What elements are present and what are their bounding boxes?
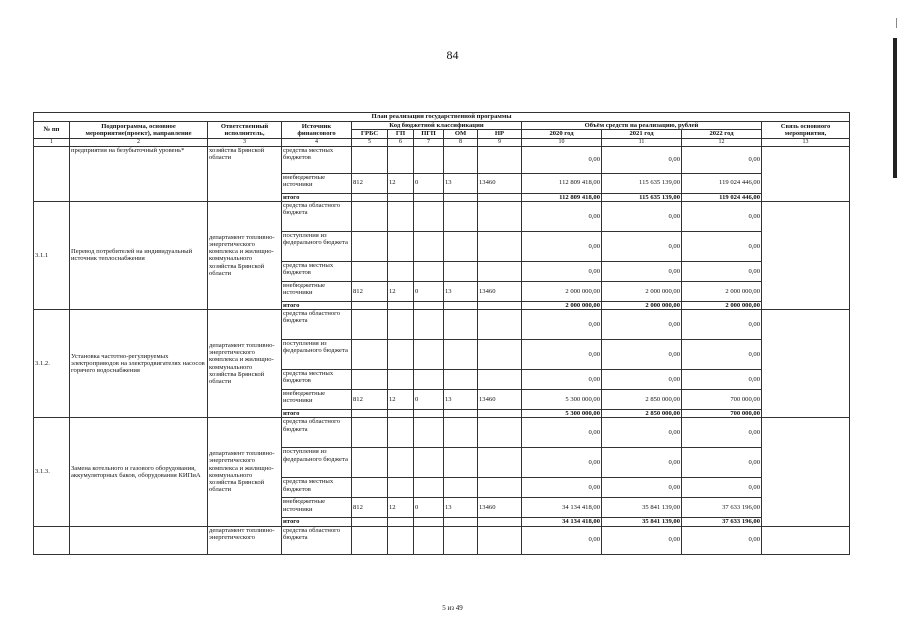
value-2022: 0,00 xyxy=(682,526,762,554)
total-2021: 35 841 139,00 xyxy=(602,518,682,526)
column-number: 9 xyxy=(478,138,522,146)
row-name: Установка частотно-регулируемых электроприводов на электродвигателях насосов горячего водоснабжения xyxy=(70,310,208,418)
value-2022: 0,00 xyxy=(682,261,762,281)
table-row xyxy=(34,146,850,173)
column-number: 7 xyxy=(414,138,444,146)
table-title: План реализации государственной программы xyxy=(34,113,850,122)
source-federal: поступления из федерального бюджета xyxy=(282,448,352,478)
code-gp: 12 xyxy=(388,390,414,410)
row-name xyxy=(70,526,208,554)
source-total: итого xyxy=(282,193,352,201)
value-2021: 0,00 xyxy=(602,310,682,340)
value-2020: 5 300 000,00 xyxy=(522,390,602,410)
code-grbs: 812 xyxy=(352,281,388,301)
header-subprogram: Подпрограмма, основное мероприятие(проект), направление xyxy=(70,122,208,139)
row-link xyxy=(762,146,850,201)
source-extra: внебюджетные источники xyxy=(282,390,352,410)
value-2021: 0,00 xyxy=(602,370,682,390)
value-2022: 0,00 xyxy=(682,340,762,370)
value-2021: 2 850 000,00 xyxy=(602,390,682,410)
table-row xyxy=(34,310,850,340)
value-2021: 2 000 000,00 xyxy=(602,281,682,301)
header-om: ОМ xyxy=(444,130,478,138)
column-number: 1 xyxy=(34,138,70,146)
value-2020: 2 000 000,00 xyxy=(522,281,602,301)
value-2021: 0,00 xyxy=(602,340,682,370)
header-pgp: ПГП xyxy=(414,130,444,138)
code-om: 13 xyxy=(444,390,478,410)
value-2022: 0,00 xyxy=(682,418,762,448)
value-2021: 0,00 xyxy=(602,418,682,448)
header-row-1 xyxy=(34,122,850,130)
code-grbs: 812 xyxy=(352,390,388,410)
value-2020: 0,00 xyxy=(522,370,602,390)
value-2021: 115 635 139,00 xyxy=(602,173,682,193)
header-2022: 2022 год xyxy=(682,130,762,138)
total-2022: 119 024 446,00 xyxy=(682,193,762,201)
source-local: средства местных бюджетов xyxy=(282,261,352,281)
source-total: итого xyxy=(282,518,352,526)
value-2020: 112 809 418,00 xyxy=(522,173,602,193)
source-total: итого xyxy=(282,410,352,418)
row-executor: департамент топливно-энергетического комплекса и жилищно-коммунального хозяйства Брянской области xyxy=(208,201,282,309)
row-link xyxy=(762,310,850,418)
row-num xyxy=(34,146,70,201)
value-2022: 2 000 000,00 xyxy=(682,281,762,301)
total-2021: 115 635 139,00 xyxy=(602,193,682,201)
column-number: 3 xyxy=(208,138,282,146)
code-om: 13 xyxy=(444,498,478,518)
value-2020: 0,00 xyxy=(522,526,602,554)
value-2020: 0,00 xyxy=(522,146,602,173)
row-executor: хозяйства Брянской области xyxy=(208,146,282,201)
source-extra: внебюджетные источники xyxy=(282,498,352,518)
header-2020: 2020 год xyxy=(522,130,602,138)
code-om: 13 xyxy=(444,281,478,301)
page-number: 84 xyxy=(446,48,459,62)
row-executor: департамент топливно-энергетического xyxy=(208,526,282,554)
column-number: 2 xyxy=(70,138,208,146)
value-2020: 0,00 xyxy=(522,448,602,478)
value-2020: 0,00 xyxy=(522,418,602,448)
value-2021: 0,00 xyxy=(602,231,682,261)
column-number: 5 xyxy=(352,138,388,146)
total-2021: 2 000 000,00 xyxy=(602,301,682,309)
value-2022: 119 024 446,00 xyxy=(682,173,762,193)
code-pgp: 0 xyxy=(414,498,444,518)
header-grbs: ГРБС xyxy=(352,130,388,138)
row-name: Замена котельного и газового оборудования, аккумуляторных баков, оборудования КИПиА xyxy=(70,418,208,526)
value-2021: 0,00 xyxy=(602,201,682,231)
value-2022: 0,00 xyxy=(682,370,762,390)
total-2020: 2 000 000,00 xyxy=(522,301,602,309)
code-gp: 12 xyxy=(388,173,414,193)
source-regional: средства областного бюджета xyxy=(282,310,352,340)
source-regional: средства областного бюджета xyxy=(282,418,352,448)
header-budget-code: Код бюджетной классификации xyxy=(352,122,522,130)
code-grbs: 812 xyxy=(352,498,388,518)
value-2021: 0,00 xyxy=(602,478,682,498)
code-grbs: 812 xyxy=(352,173,388,193)
value-2021: 0,00 xyxy=(602,526,682,554)
column-number: 13 xyxy=(762,138,850,146)
source-local: средства местных бюджетов xyxy=(282,146,352,173)
row-executor: департамент топливно-энергетического комплекса и жилищно-коммунального хозяйства Брянской области xyxy=(208,310,282,418)
value-2022: 0,00 xyxy=(682,146,762,173)
source-local: средства местных бюджетов xyxy=(282,478,352,498)
source-local: средства местных бюджетов xyxy=(282,370,352,390)
source-regional: средства областного бюджета xyxy=(282,201,352,231)
total-2022: 37 633 196,00 xyxy=(682,518,762,526)
total-2022: 2 000 000,00 xyxy=(682,301,762,309)
value-2020: 0,00 xyxy=(522,310,602,340)
row-num: 3.1.1 xyxy=(34,201,70,309)
value-2021: 35 841 139,00 xyxy=(602,498,682,518)
value-2022: 0,00 xyxy=(682,231,762,261)
header-volume: Объём средств на реализацию, рублей xyxy=(522,122,762,130)
table-row xyxy=(34,201,850,231)
source-regional: средства областного бюджета xyxy=(282,526,352,554)
value-2022: 0,00 xyxy=(682,310,762,340)
column-number: 10 xyxy=(522,138,602,146)
value-2022: 0,00 xyxy=(682,201,762,231)
plan-table xyxy=(33,112,850,555)
column-number: 12 xyxy=(682,138,762,146)
source-extra: внебюджетные источники xyxy=(282,173,352,193)
table-row xyxy=(34,418,850,448)
value-2020: 0,00 xyxy=(522,478,602,498)
header-gp: ГП xyxy=(388,130,414,138)
column-number: 6 xyxy=(388,138,414,146)
value-2020: 0,00 xyxy=(522,201,602,231)
source-federal: поступления из федерального бюджета xyxy=(282,231,352,261)
table-title-row xyxy=(34,113,850,122)
value-2020: 34 134 418,00 xyxy=(522,498,602,518)
row-num: 3.1.2. xyxy=(34,310,70,418)
header-nr: НР xyxy=(478,130,522,138)
value-2022: 700 000,00 xyxy=(682,390,762,410)
source-total: итого xyxy=(282,301,352,309)
value-2022: 0,00 xyxy=(682,448,762,478)
value-2021: 0,00 xyxy=(602,146,682,173)
source-extra: внебюджетные источники xyxy=(282,281,352,301)
value-2022: 37 633 196,00 xyxy=(682,498,762,518)
total-2020: 112 809 418,00 xyxy=(522,193,602,201)
row-name: Перевод потребителей на индивидуальный источник теплоснабжения xyxy=(70,201,208,309)
code-nr: 13460 xyxy=(478,390,522,410)
header-2021: 2021 год xyxy=(602,130,682,138)
value-2020: 0,00 xyxy=(522,340,602,370)
value-2021: 0,00 xyxy=(602,261,682,281)
header-source: Источник финансового xyxy=(282,122,352,139)
value-2020: 0,00 xyxy=(522,261,602,281)
header-executor: Ответственный исполнитель, xyxy=(208,122,282,139)
column-number: 8 xyxy=(444,138,478,146)
row-link xyxy=(762,526,850,554)
row-num xyxy=(34,526,70,554)
row-executor: департамент топливно-энергетического комплекса и жилищно-коммунального хозяйства Брянской области xyxy=(208,418,282,526)
table-row xyxy=(34,526,850,554)
page-footer: 5 из 49 xyxy=(442,604,463,612)
header-num: № пп xyxy=(34,122,70,139)
value-2021: 0,00 xyxy=(602,448,682,478)
total-2022: 700 000,00 xyxy=(682,410,762,418)
code-nr: 13460 xyxy=(478,173,522,193)
value-2020: 0,00 xyxy=(522,231,602,261)
code-gp: 12 xyxy=(388,498,414,518)
code-nr: 13460 xyxy=(478,498,522,518)
code-pgp: 0 xyxy=(414,281,444,301)
code-pgp: 0 xyxy=(414,390,444,410)
row-link xyxy=(762,418,850,526)
total-2021: 2 850 000,00 xyxy=(602,410,682,418)
scan-mark xyxy=(896,18,897,28)
source-federal: поступления из федерального бюджета xyxy=(282,340,352,370)
value-2022: 0,00 xyxy=(682,478,762,498)
column-number: 4 xyxy=(282,138,352,146)
row-num: 3.1.3. xyxy=(34,418,70,526)
total-2020: 34 134 418,00 xyxy=(522,518,602,526)
header-link: Связь основного мероприятия, xyxy=(762,122,850,139)
code-om: 13 xyxy=(444,173,478,193)
row-link xyxy=(762,201,850,309)
code-gp: 12 xyxy=(388,281,414,301)
code-pgp: 0 xyxy=(414,173,444,193)
row-name: предприятия на безубыточный уровень* xyxy=(70,146,208,201)
total-2020: 5 300 000,00 xyxy=(522,410,602,418)
code-nr: 13460 xyxy=(478,281,522,301)
column-number: 11 xyxy=(602,138,682,146)
column-number-row xyxy=(34,138,850,146)
